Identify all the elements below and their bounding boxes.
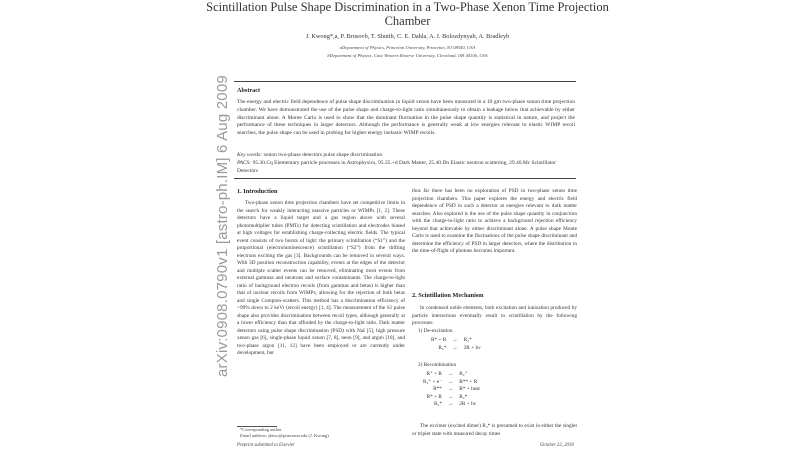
- email-address: jktwo@princeton.edu (J. Kwong): [268, 433, 329, 438]
- keywords-label: Key words:: [237, 152, 263, 158]
- eq-lhs: R₂*: [433, 401, 442, 408]
- equation-row: [420, 371, 483, 379]
- keywords-block: [237, 152, 575, 175]
- arxiv-stamp: arXiv:0908.0790v1 [astro-ph.IM] 6 Aug 2009: [214, 75, 231, 377]
- section-2-text: In condensed noble elements, both excitation and ionization produced by particle interactions eventually result in scintillation by the following processes:: [412, 305, 577, 326]
- paper-title: Scintillation Pulse Shape Discrimination in a Two-Phase Xenon Time Projection Chamber: [206, 0, 609, 28]
- recombination-equations: [420, 371, 483, 409]
- abstract-top-rule: [234, 81, 576, 82]
- keywords-text: xenon two-phase detectors pulse shape discrimination: [263, 152, 383, 158]
- eq-lhs: R₂⁺ + e⁻: [423, 378, 442, 385]
- eq-rhs: R₂*: [459, 393, 468, 400]
- author-list: J. Kwong*,a, P. Brusovb, T. Shuttb, C. E. Dahla, A. I. Bolozdynyab, A. Bradleyb: [305, 33, 510, 40]
- pacs-label: PACS:: [237, 159, 252, 166]
- eq-arrow: →: [447, 401, 454, 408]
- equation-row: [428, 345, 484, 353]
- equation-row: [420, 386, 483, 394]
- section-2-text-block: [412, 305, 577, 328]
- eq-arrow: →: [447, 386, 454, 393]
- affiliation-b: bDepartment of Physics, Case Western Reserve University, Cleveland, OH 44106, USA: [327, 53, 488, 58]
- equation-row: [420, 401, 483, 409]
- equation-row: [420, 379, 483, 387]
- abstract-heading: Abstract: [237, 87, 261, 94]
- date-note: October 22, 2018: [540, 443, 574, 448]
- subsection-deexcitation: 1) De-excitation: [418, 328, 453, 334]
- intro-continuation: thus far there has been no exploration of PSD in two-phase xenon time projection chambers. This paper explores the energy and electric field dependence of PSD in such a detector at energies relevant to dark matter searches. Also explored is the use of the pulse shape quantity in conjunction with the charge-to-light ratio to achieve a background rejection efficiency beyond that achievable by either discriminant alone. A pulse shape Monte Carlo is used to examine the fluctuations of the pulse shape discriminant and determine the efficiency of PSD in larger detectors, where the distribution in the time-of-flight of photons becomes important.: [412, 188, 577, 254]
- abstract-text: The energy and electric field dependence of pulse shape discrimination in liquid xenon have been measured in a 10 gm two-phase xenon time projection chamber. We have demonstrated the use of the pulse shape and charge-to-light ratio simultaneously to obtain a leakage below that achievable by either discriminant alone. A Monte Carlo is used to show that the dominant fluctuation in the pulse shape quantity is statistical in nature, and project the performance of these techniques in larger detectors. Although the performance is generally weak at low energies relevant to elastic WIMP recoil searches, the pulse shape can be used in probing for higher energy inelastic WIMP recoils.: [237, 99, 575, 137]
- footnote: [240, 427, 329, 439]
- eq-rhs: 2R + hν: [459, 401, 477, 408]
- right-column-intro: [412, 188, 577, 256]
- eq-lhs: R* + R: [426, 393, 442, 400]
- eq-rhs: R* + heat: [459, 386, 480, 393]
- eq-lhs: R**: [433, 386, 442, 393]
- equation-row: [428, 337, 484, 345]
- eq-arrow: →: [447, 393, 454, 400]
- pacs-text: 95.30.Cq Elementary particle processes in Astrophysics, 95.35.+d Dark Matter, 25.40.Dn Elastic neutron scattering, 29.40.Mc Scintillator Detectors: [237, 159, 556, 174]
- eq-lhs: R₂*: [438, 344, 447, 351]
- eq-arrow: →: [447, 378, 454, 385]
- section-1-heading: 1. Introduction: [237, 188, 278, 195]
- corresponding-author-note: *Corresponding author: [240, 427, 282, 432]
- eq-lhs: R⁺ + R: [426, 371, 442, 377]
- eq-rhs: R₂⁺: [459, 371, 468, 377]
- email-label: Email address:: [240, 433, 268, 438]
- section-2-heading: 2. Scintillation Mechanism: [412, 292, 484, 299]
- email-line: [240, 433, 329, 439]
- left-column: [237, 200, 405, 358]
- equation-row: [420, 394, 483, 402]
- affiliation-a: aDepartment of Physics, Princeton University, Princeton, NJ 08540, USA: [339, 45, 476, 50]
- eq-arrow: →: [452, 337, 458, 343]
- excimer-text: The excimer (excited dimer) R₂* is presumed to exist in either the singlet or triplet state with measured decay times: [412, 423, 577, 437]
- excimer-text-block: [412, 423, 577, 438]
- eq-rhs: R** + R: [459, 378, 478, 385]
- eq-rhs: 2R + hν: [463, 344, 481, 351]
- eq-arrow: →: [447, 371, 454, 377]
- eq-arrow: →: [452, 344, 458, 351]
- deexcitation-equations: [428, 337, 484, 352]
- intro-paragraph: Two-phase xenon time projection chambers have set competitive limits in the search for weakly interacting massive particles or WIMPs [1, 2]. These detectors have a liquid target and a gas region above with several photomultiplier tubes (PMTs) for detecting scintillation and electrodes biased at high voltages for establishing charge-collecting electric fields. The typical event consists of two bursts of light: the primary scintillation (“S1”) and the proportional (electroluminescence) scintillation (“S2”) from the drifting electrons exciting the gas [3]. Backgrounds can be removed in several ways. With 3D position reconstruction capability, events at the edges of the detector and multiple scatter events can be removed, eliminating most events from external gammas and neutrons and surface contaminants. The charge-to-light ratio of background electron recoils (from gammas and betas) is higher than that of nuclear recoils from WIMPs, allowing for the rejection of bulk betas and single Compton-scatters. This method has a discrimination efficiency of >99% down to 2 keVr (recoil energy) [1, 4]. The measurement of the S1 pulse shape also provides discrimination between recoil types, although generally at a lower efficiency than that afforded by the charge-to-light ratio. Dark matter detectors using pulse shape discrimination (PSD) with NaI [5], high pressure xenon gas [6], single-phase liquid xenon [7, 8], neon [9], and argon [10], and two-phase argon [11, 12] have been employed or are currently under development, but: [237, 200, 405, 356]
- preprint-note: Preprint submitted to Elsevier: [237, 443, 295, 448]
- eq-lhs: R* + R: [431, 337, 447, 343]
- eq-rhs: R₂*: [463, 337, 472, 343]
- abstract-bottom-rule: [234, 178, 576, 179]
- subsection-recombination: 2) Recombination: [418, 362, 457, 368]
